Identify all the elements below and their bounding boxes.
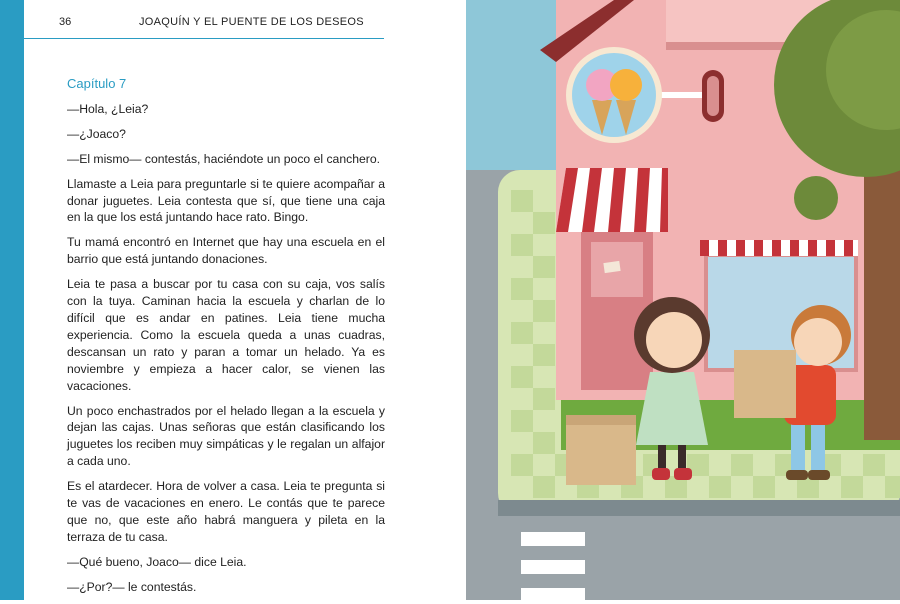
running-title: JOAQUÍN Y EL PUENTE DE LOS DESEOS [139, 16, 364, 28]
curb [498, 500, 900, 516]
text-page [24, 0, 466, 600]
paragraph: —El mismo— contestás, haciéndote un poco el canchero. [67, 151, 380, 166]
chapter-heading: Capítulo 7 [67, 76, 127, 91]
page-header [24, 0, 384, 39]
paragraph: —¿Por?— le contestás. [67, 579, 197, 594]
paragraph: —Hola, ¿Leia? [67, 101, 149, 116]
donation-box-right [734, 350, 796, 418]
paragraph: Un poco enchastrados por el helado llegan a la escuela y dejan las cajas. Unas señoras que están clasificando los juguetes los reciben muy simpáticas y le regalan un alfajor a cada uno. [67, 403, 385, 469]
page-number: 36 [59, 16, 72, 28]
crosswalk [521, 532, 585, 600]
paragraph: Llamaste a Leia para preguntarle si te quiere acompañar a donar juguetes. Leia contesta que sí, que tiene una caja en la que los está juntando hace rato. Bingo. [67, 176, 385, 225]
donation-box-left [566, 415, 636, 485]
paragraph: Tu mamá encontró en Internet que hay una escuela en el barrio que está juntando donaciones. [67, 235, 385, 267]
paragraph: Leia te pasa a buscar por tu casa con su caja, vos salís con la tuya. Caminan hacia la escuela y charlan de lo difícil que es andar en patines. Leia tiene mucha experiencia. Como la escuela queda a unas cuadras, descansan un rato y paran a tomar un helado. Ya es noviembre y empieza a hacer calor, se vienen las vacaciones. [67, 277, 385, 393]
book-spine [0, 0, 24, 600]
chapter-text [67, 76, 385, 604]
paragraph: Es el atardecer. Hora de volver a casa. Leia te pregunta si te vas de vacaciones en enero. Le contás que te parece que no, que este año habrá manguera y pileta en la terraza de tu casa. [67, 479, 385, 544]
street-illustration [466, 0, 900, 600]
paragraph: —Qué bueno, Joaco— dice Leia. [67, 554, 247, 569]
paragraph: —¿Joaco? [67, 126, 126, 141]
